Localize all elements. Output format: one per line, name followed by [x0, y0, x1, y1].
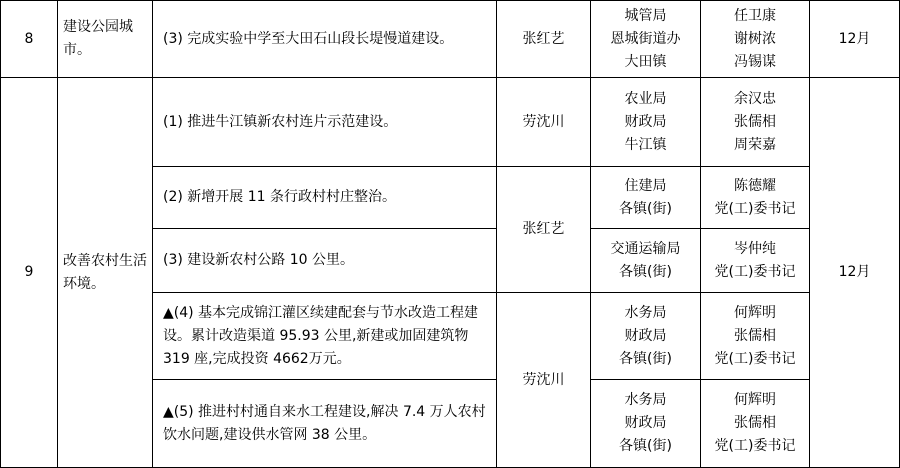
- unit-line: 各镇(街): [619, 200, 672, 217]
- leader-cell: 劳沈川: [497, 293, 591, 468]
- person-line: 党(工)委书记: [714, 350, 796, 367]
- units-cell: [591, 1, 701, 78]
- persons-cell: [701, 167, 810, 229]
- unit-line: 住建局: [624, 177, 667, 194]
- person-line: 张儒相: [734, 415, 776, 431]
- person-line: 周荣嘉: [734, 136, 776, 153]
- unit-line: 各镇(街): [619, 438, 672, 454]
- persons-cell: [701, 380, 810, 468]
- person-line: 何辉明: [734, 304, 776, 321]
- unit-line: 大田镇: [624, 53, 667, 70]
- units-cell: [591, 229, 701, 293]
- unit-line: 水务局: [624, 392, 667, 408]
- task-cell: ▲(5) 推进村村通自来水工程建设,解决 7.4 万人农村饮水问题,建设供水管网 38 公里。: [153, 380, 497, 468]
- unit-line: 各镇(街): [619, 350, 672, 367]
- row-number: 9: [1, 78, 58, 468]
- person-line: 陈德耀: [734, 177, 776, 194]
- task-cell: (2) 新增开展 11 条行政村村庄整治。: [153, 167, 497, 229]
- person-line: 党(工)委书记: [714, 438, 796, 454]
- unit-line: 农业局: [624, 90, 667, 107]
- unit-line: 恩城街道办: [610, 30, 681, 47]
- unit-line: 财政局: [624, 415, 667, 431]
- category-cell: 建设公园城市。: [58, 1, 153, 78]
- unit-line: 水务局: [624, 304, 667, 321]
- task-cell: (3) 建设新农村公路 10 公里。: [153, 229, 497, 293]
- unit-line: 财政局: [624, 327, 667, 344]
- table-row: [1, 1, 900, 78]
- persons-cell: [701, 1, 810, 78]
- person-line: 岑仲纯: [734, 240, 776, 257]
- person-line: 冯锡谋: [734, 53, 776, 70]
- person-line: 党(工)委书记: [714, 263, 796, 280]
- person-line: 任卫康: [734, 7, 776, 24]
- person-line: 党(工)委书记: [714, 200, 796, 217]
- person-line: 张儒相: [734, 327, 776, 344]
- person-line: 张儒相: [734, 113, 776, 130]
- leader-cell: 张红艺: [497, 167, 591, 293]
- row-number: 8: [1, 1, 58, 78]
- person-line: 何辉明: [734, 392, 776, 408]
- deadline-cell: 12月: [810, 78, 900, 468]
- unit-line: 财政局: [624, 113, 667, 130]
- deadline-cell: 12月: [810, 1, 900, 78]
- units-cell: [591, 293, 701, 380]
- units-cell: [591, 78, 701, 167]
- leader-cell: 张红艺: [497, 1, 591, 78]
- leader-cell: 劳沈川: [497, 78, 591, 167]
- units-cell: [591, 380, 701, 468]
- table-row: [1, 78, 900, 167]
- unit-line: 交通运输局: [610, 240, 681, 257]
- persons-cell: [701, 229, 810, 293]
- persons-cell: [701, 78, 810, 167]
- persons-cell: [701, 293, 810, 380]
- unit-line: 牛江镇: [624, 136, 667, 153]
- task-cell: ▲(4) 基本完成锦江灌区续建配套与节水改造工程建设。累计改造渠道 95.93 公里,新建或加固建筑物 319 座,完成投资 4662万元。: [153, 293, 497, 380]
- person-line: 余汉忠: [734, 90, 776, 107]
- unit-line: 城管局: [624, 7, 667, 24]
- category-cell: 改善农村生活环境。: [58, 78, 153, 468]
- task-cell: (1) 推进牛江镇新农村连片示范建设。: [153, 78, 497, 167]
- units-cell: [591, 167, 701, 229]
- person-line: 谢树浓: [734, 30, 776, 47]
- task-cell: (3) 完成实验中学至大田石山段长堤慢道建设。: [153, 1, 497, 78]
- unit-line: 各镇(街): [619, 263, 672, 280]
